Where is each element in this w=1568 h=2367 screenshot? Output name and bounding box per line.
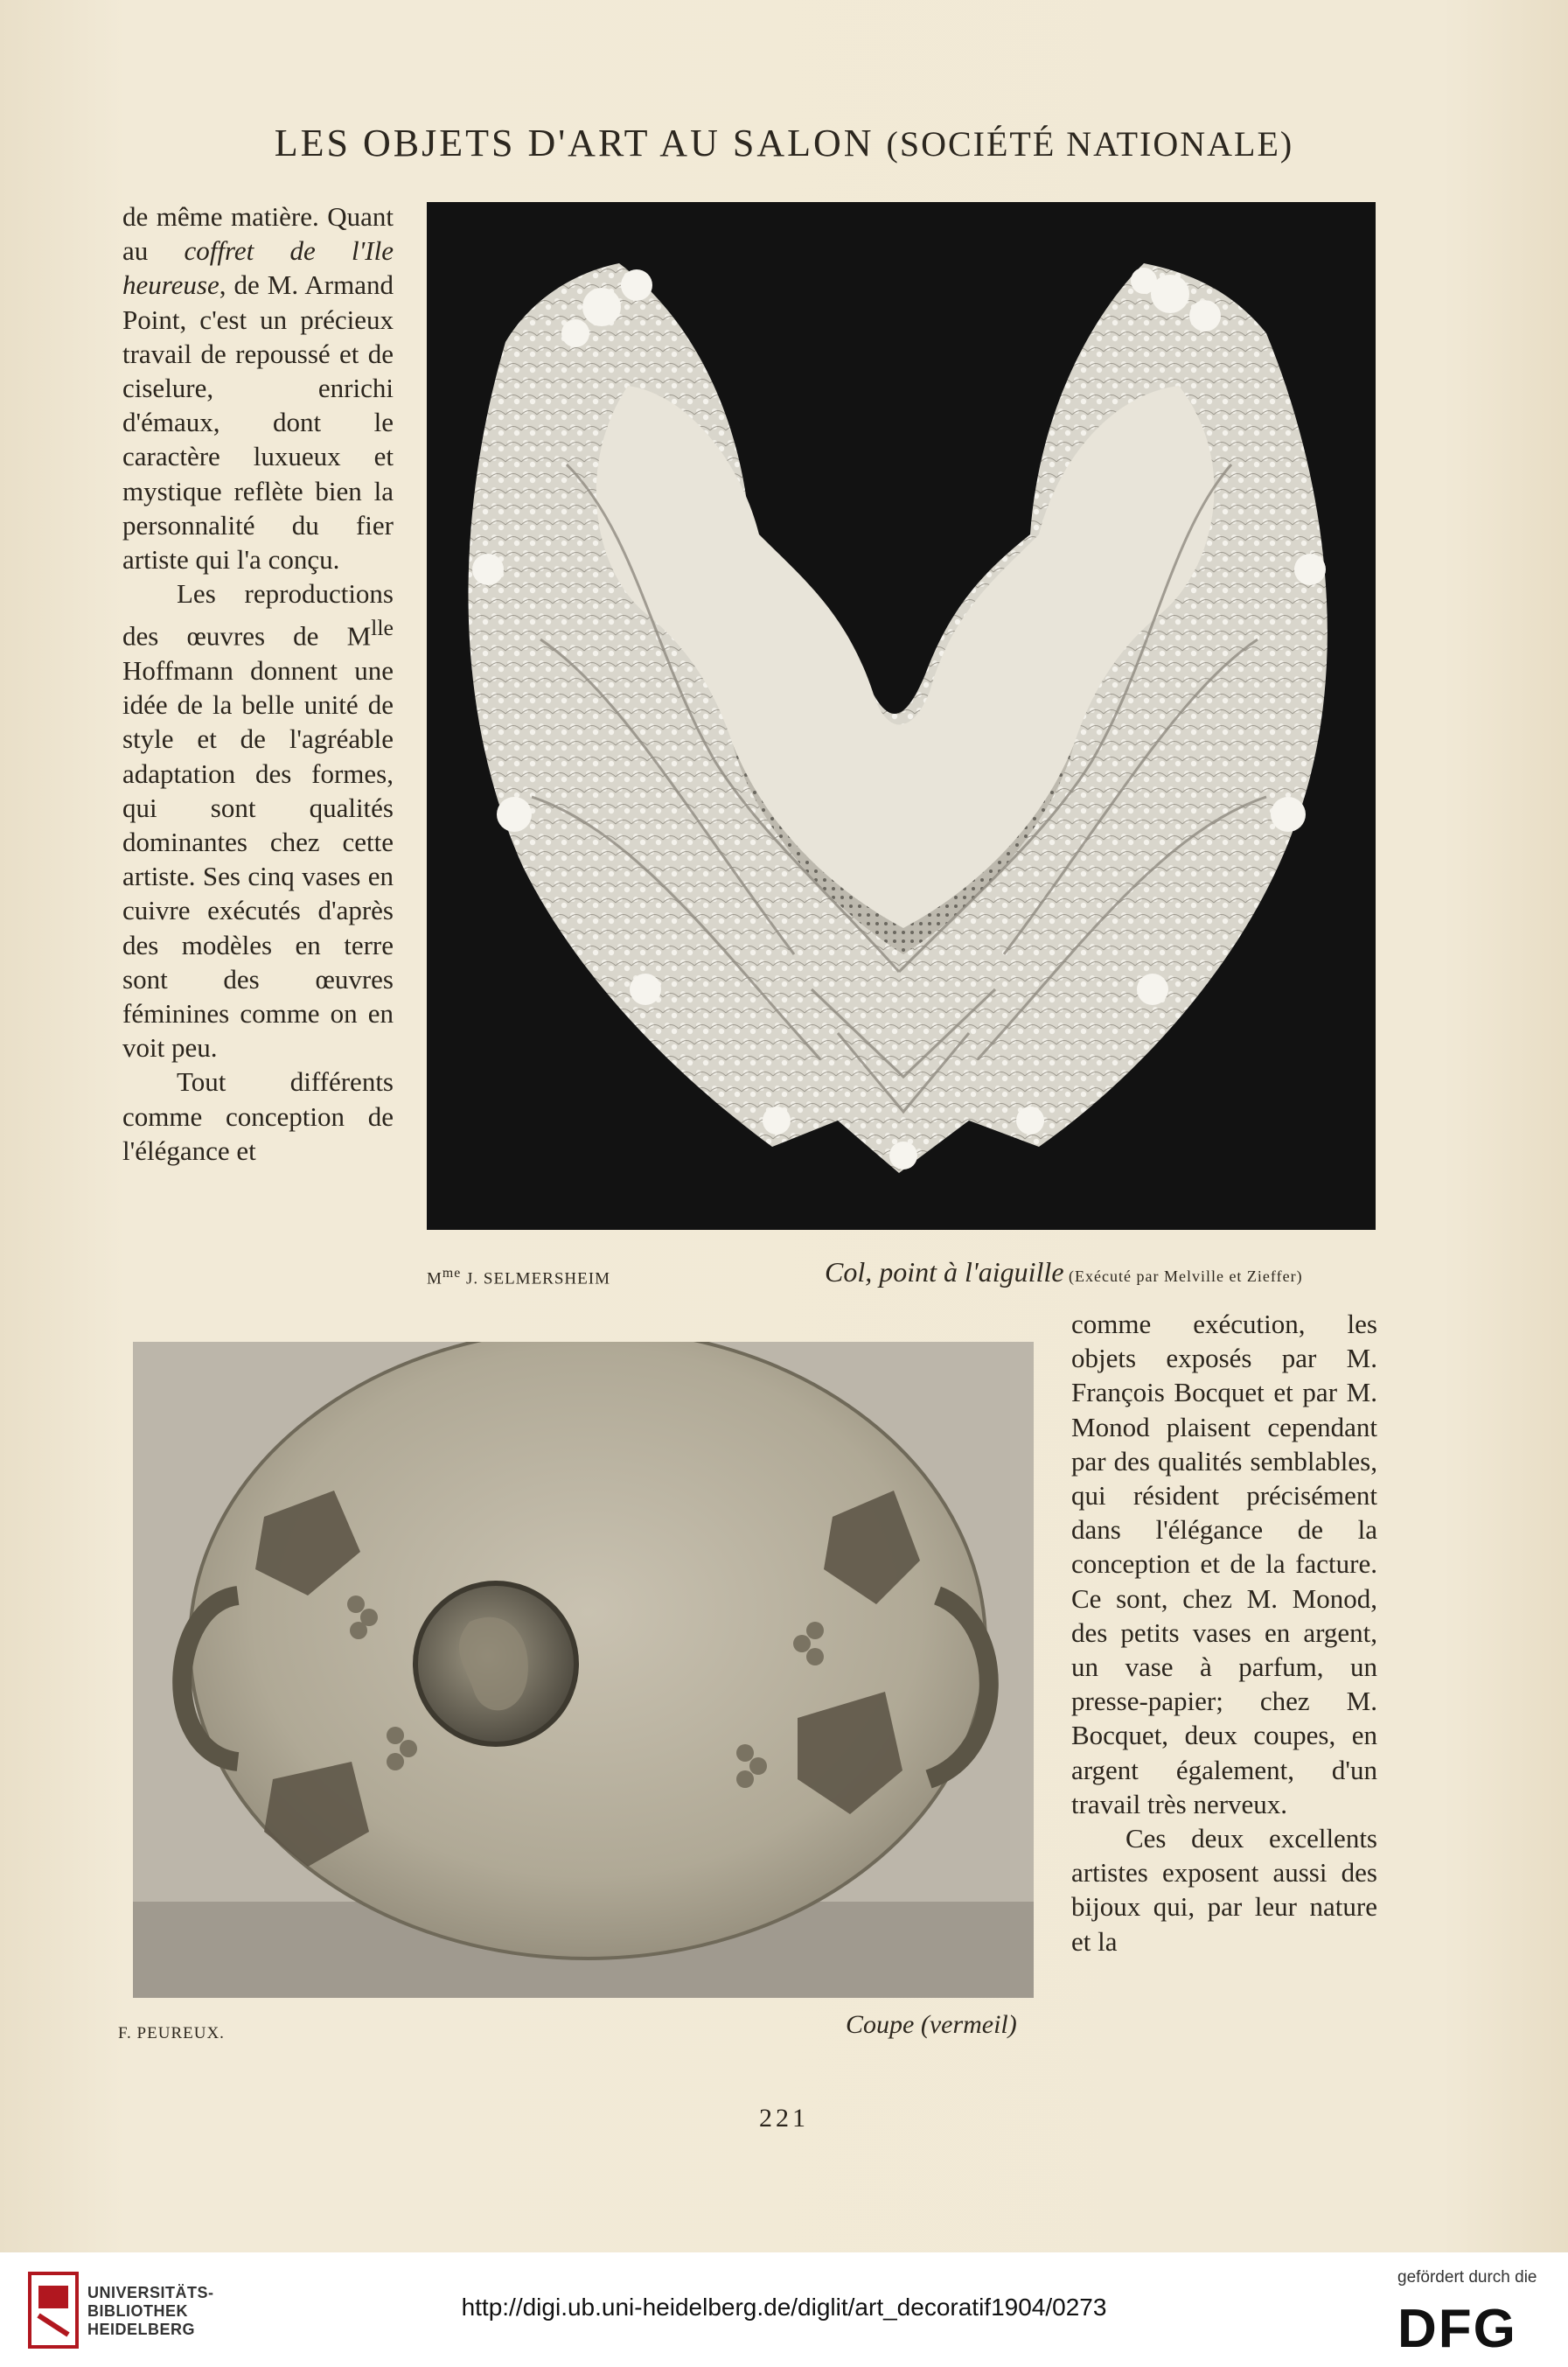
lace-collar-illustration [427, 202, 1376, 1230]
funded-by-label: gefördert durch die [1397, 2268, 1537, 2287]
library-name: UNIVERSITÄTS- BIBLIOTHEK HEIDELBERG [87, 2284, 214, 2338]
running-header [0, 121, 1568, 165]
plate-title-caption: Coupe (vermeil) [846, 2010, 1017, 2039]
lace-execution-note: (Exécuté par Melville et Zieffer) [1069, 1267, 1303, 1285]
paragraph: Ces deux excellents artistes exposent aussi des bijoux qui, par leur nature et la [1071, 1823, 1377, 1957]
left-text-column [122, 199, 394, 1168]
lace-collar-photo [427, 202, 1376, 1230]
header-title: LES OBJETS D'ART AU SALON [274, 122, 875, 164]
header-subtitle: (SOCIÉTÉ NATIONALE) [886, 124, 1294, 164]
paragraph: de même matière. Quant au coffret de l'Ile heureuse, de M. Armand Point, c'est un précieux travail de repoussé et de ciselure, enrichi d'émaux, dont le caractère luxueux et mystique reflète bien la personnalité du fier artiste qui l'a conçu. [122, 201, 394, 576]
plate-illustration [133, 1342, 1034, 1998]
dfg-logo: DFG [1397, 2299, 1517, 2359]
source-url-link[interactable]: http://digi.ub.uni-heidelberg.de/diglit/art_decoratif1904/0273 [461, 2294, 1107, 2321]
right-text-column [1071, 1307, 1377, 1959]
digitization-footer [0, 2252, 1568, 2367]
page-number: 221 [759, 2104, 809, 2133]
paragraph: comme exécution, les objets exposés par M. François Bocquet et par M. Monod plaisent cependant par des qualités semblables, qui résident précisément dans l'élégance de la conception et de la facture. Ce sont, chez M. Monod, des petits vases en argent, un vase à parfum, un presse-papier; chez M. Bocquet, deux coupes, en argent également, d'un travail très nerveux. [1071, 1309, 1377, 1819]
vermeil-plate-photo [133, 1342, 1034, 1998]
lace-title-caption [825, 1256, 1303, 1288]
plate-artist-caption: F. PEUREUX. [118, 2024, 225, 2042]
paragraph: Les reproductions des œuvres de $M^{lle}$ Hoffmann donnent une idée de la belle unité de style et de l'agréable adaptation des formes, qui sont qualités dominantes chez cette artiste. Ses cinq vases en cuivre exécutés d'après des modèles en terre sont des œuvres féminines comme on en voit peu. [122, 578, 394, 1064]
lace-artist-caption: $M^{me}$ J. SELMERSHEIM [427, 1266, 610, 1288]
lace-title: Col, point à l'aiguille [825, 1256, 1064, 1288]
paragraph: Tout différents comme conception de l'élégance et [122, 1066, 394, 1166]
